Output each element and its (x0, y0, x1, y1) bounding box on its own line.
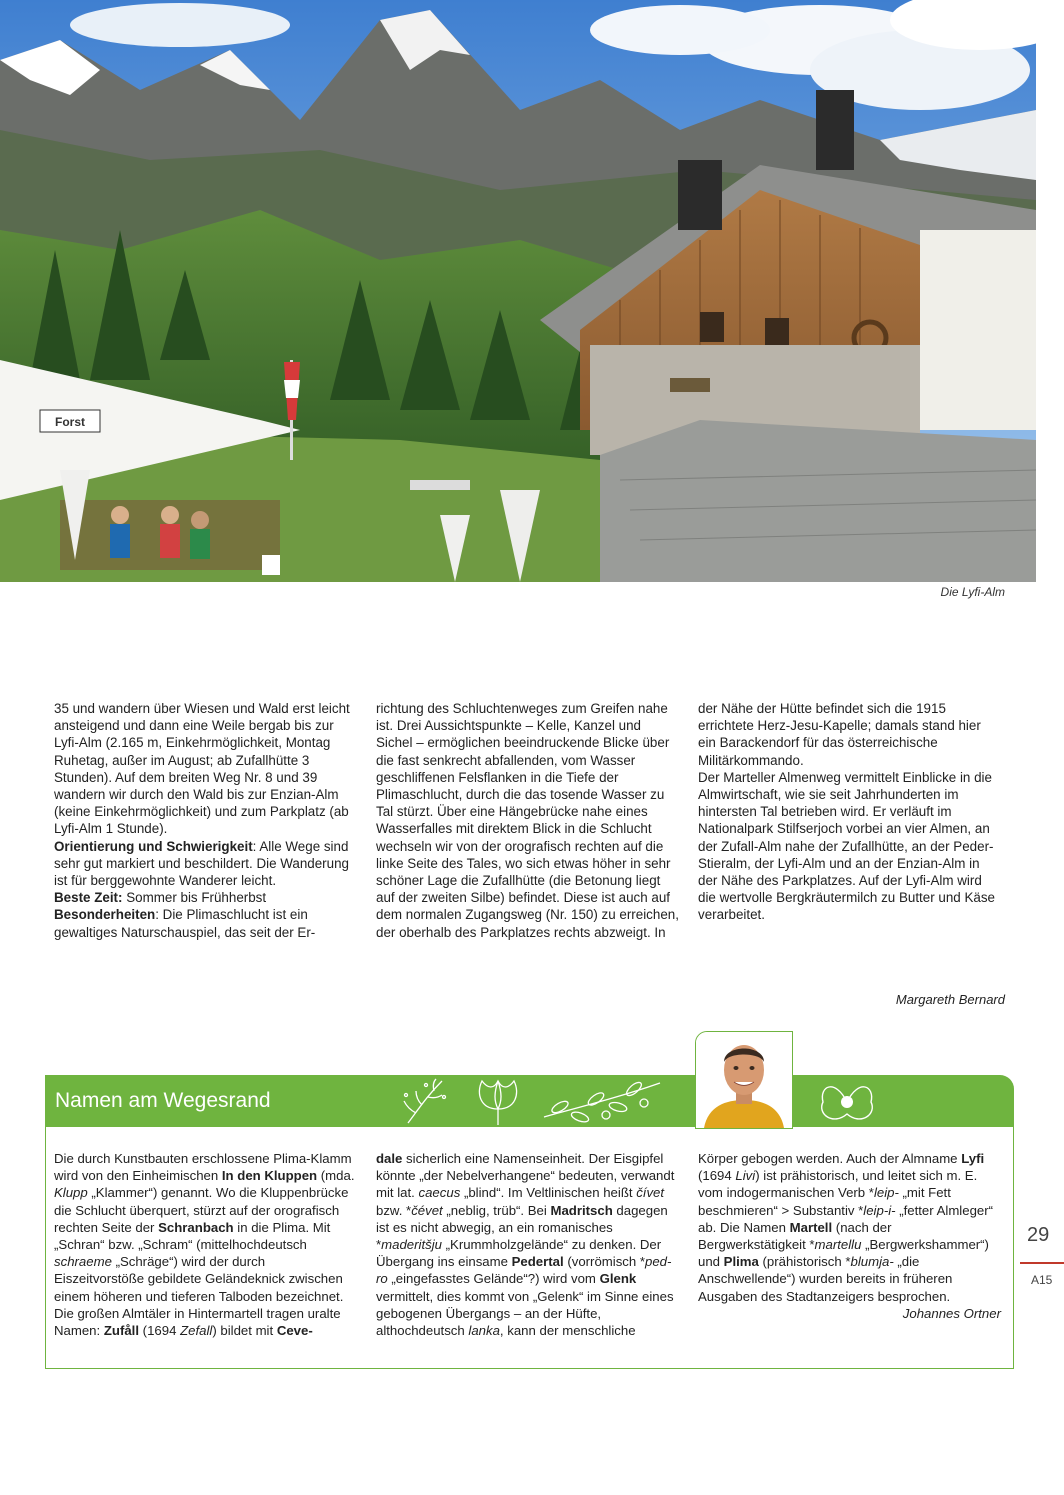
section-text: : Die Plimaschlucht ist ein gewaltiges Naturschauspiel, das seit der Er- (54, 907, 316, 940)
etymology-term: ped-ro (376, 1254, 672, 1287)
names-box-text (376, 1150, 679, 1339)
article-paragraph (54, 889, 357, 906)
etymology-term: maderitšju (381, 1237, 442, 1253)
etymology-term: schraeme (54, 1254, 112, 1270)
highlighted-name: Madritsch (550, 1202, 613, 1218)
olive-branch-icon (540, 1077, 664, 1127)
text-run: „eingefasstes Gelände“?) wird vom (387, 1271, 600, 1287)
etymology-term: martellu (814, 1237, 862, 1253)
names-box-text (698, 1150, 1001, 1305)
highlighted-name: Martell (789, 1219, 833, 1235)
names-box-column-3 (698, 1150, 1001, 1322)
names-box-text (54, 1150, 357, 1339)
author-portrait (695, 1031, 793, 1129)
text-run: ) ist prähistorisch, und leitet sich m. E. vom indogermanischen Verb * (698, 1168, 978, 1201)
text-run: (1694 (698, 1168, 736, 1184)
etymology-term: blumja- (850, 1254, 894, 1270)
text-run: „Schräge“) wird der durch Eiszeitvorstöße gebildete Geländeknick zwischen einem höheren und tieferen Talboden bezeichnet. Die großen Almtäler in Hintermartell tragen uralte Namen: (54, 1254, 344, 1339)
highlighted-name: Plima (723, 1254, 759, 1270)
hero-photo (0, 0, 1036, 582)
page-divider (1020, 1262, 1064, 1264)
leaf-sprig-icon (398, 1077, 454, 1127)
text-run: „blind“. Im Veltlinischen heißt (460, 1185, 637, 1201)
article-author: Margareth Bernard (895, 992, 1005, 1007)
umbrella-logo-text: Forst (55, 415, 85, 429)
text-run: Die durch Kunstbauten erschlossene Plima-Klamm wird von den Einheimischen (54, 1151, 352, 1184)
highlighted-name: In den Kluppen (221, 1168, 318, 1184)
etymology-term: lanka (468, 1323, 500, 1339)
highlighted-name: Schranbach (158, 1219, 234, 1235)
highlighted-name: Zufåll (103, 1323, 140, 1339)
highlighted-name: Lyfi (961, 1151, 985, 1166)
text-run: „neblig, trüb“. Bei (442, 1202, 551, 1218)
names-box-title: Namen am Wegesrand (55, 1089, 271, 1112)
etymology-term: caecus (418, 1185, 461, 1201)
section-label: Beste Zeit: (54, 890, 123, 906)
highlighted-name: Ceve- (276, 1323, 313, 1339)
etymology-term: Klupp (54, 1185, 88, 1201)
article-paragraph: 35 und wandern über Wiesen und Wald erst leicht ansteigend und dann eine Weile bergab bis zur Lyfi-Alm (2.165 m, Einkehrmöglichkeit, Montag Ruhetag, außer im August; ab Zufallhütte 3 Stunden). Auf dem breiten Weg Nr. 8 und 39 wandern wir durch den Wald bis zur Enzian-Alm (keine Einkehrmöglichkeit) und zum Parkplatz (ab Lyfi-Alm 1 Stunde). (54, 701, 350, 837)
text-run: „Bergwerkshammer“) und (698, 1237, 989, 1270)
etymology-term: leip-i- (863, 1202, 896, 1218)
text-run: ) bildet mit (212, 1323, 277, 1339)
text-run: „fetter Almleger“ ab. Die Namen (698, 1202, 994, 1235)
article-paragraph: richtung des Schluchtenweges zum Greifen nahe ist. Drei Aussichtspunkte – Kelle, Kanzel und Sichel – ermöglichen beeindruckende Blicke über die fast senkrecht abfallenden, vom Wasser geschliffenen Felsflanken in die Tiefe der Plimaschlucht, durch die das tosende Wasser zu Tal stürzt. Über eine Hängebrücke nahe eines Wasserfalles mit direktem Blick in die Schlucht wechseln wir von der orografisch rechten auf die linke Seite des Tales, wo sich etwas höher in sehr schöner Lage die Zufallhütte (die Betonung liegt auf der zweiten Silbe) befindet. Diese ist auch auf dem normalen Zugangsweg (Nr. 150) zu erreichen, der oberhalb des Parkplatzes rechts abzweigt. In (376, 701, 679, 940)
alpine-hut-illustration (0, 0, 1036, 582)
section-label: Orientierung und Schwierigkeit (54, 838, 253, 854)
text-run: Körper gebogen werden. Auch der Almname (698, 1151, 962, 1166)
highlighted-name: Glenk (599, 1271, 637, 1287)
names-box-author: Johannes Ortner (902, 1305, 1001, 1321)
article-paragraph (54, 906, 357, 940)
text-run: (nach der Bergwerkstätigkeit * (698, 1219, 892, 1253)
etymology-term: čévet (411, 1202, 443, 1218)
text-run: „Klammer“) genannt. Wo die Kluppenbrücke die Schlucht überquert, stürzt auf der orografisch rechten Seite der (54, 1185, 349, 1235)
etymology-term: čívet (636, 1185, 665, 1201)
text-run: bzw. * (376, 1202, 412, 1218)
text-run: sicherlich eine Namenseinheit. Der Eisgipfel könnte „der Nebelverhangene“ bedeuten, verwandt mit lat. (376, 1151, 675, 1201)
article-column-1 (54, 700, 357, 941)
highlighted-name: Pedertal (511, 1254, 564, 1270)
names-box-column-2 (376, 1150, 679, 1339)
text-run: „mit Fett beschmieren“ > Substantiv * (698, 1185, 951, 1218)
text-run: „die Anschwellende“) wurden bereits in früheren Ausgaben des Stadtanzeigers besprochen. (698, 1254, 953, 1304)
poppy-flower-icon (815, 1074, 879, 1128)
section-text: Sommer bis Frühherbst (122, 890, 267, 906)
text-run: , kann der menschliche (499, 1323, 636, 1339)
tulip-flower-icon (470, 1075, 526, 1127)
portrait-illustration (696, 1032, 792, 1128)
names-box-column-1 (54, 1150, 357, 1339)
page-number: 29 (1027, 1224, 1050, 1246)
section-label: Besonderheiten (54, 907, 156, 923)
text-run: in die Plima. Mit „Schran“ bzw. „Schram“ (mittelhochdeutsch (54, 1219, 331, 1253)
issue-label: A15 (1031, 1273, 1053, 1287)
article-column-2 (376, 700, 679, 941)
text-run: (vorrömisch * (563, 1254, 646, 1270)
text-run: dagegen ist es nicht abwegig, an ein romanisches * (376, 1202, 668, 1253)
article-paragraph: der Nähe der Hütte befindet sich die 1915 errichtete Herz-Jesu-Kapelle; damals stand hier ein Barackendorf für das österreichische Militärkommando. (698, 701, 981, 768)
section-text: : Alle Wege sind sehr gut markiert und beschildert. Die Wanderung ist für berggewohnte Wanderer leicht. (54, 838, 349, 889)
etymology-term: Zefall (180, 1323, 213, 1339)
text-run: (1694 (139, 1323, 181, 1339)
article-column-3 (698, 700, 1001, 924)
text-run: vermittelt, dies kommt von „Gelenk“ im Sinne eines gebogenen Übergangs – an der Hüfte, althochdeutsch (376, 1288, 674, 1339)
article-paragraph (54, 838, 357, 890)
article-paragraph: Der Marteller Almenweg vermittelt Einblicke in die Almwirtschaft, wie sie seit Jahrhunderten im hintersten Tal betrieben wird. Er verläuft im Nationalpark Stilfserjoch vorbei an vier Almen, an der Zufall-Alm nahe der Zufallhütte, an der Peder-Stieralm, der Lyfi-Alm und an der Enzian-Alm in der Nähe des Parkplatzes. Auf der Lyfi-Alm wird die wertvolle Bergkräutermilch zu Butter und Käse verarbeitet. (698, 769, 995, 923)
etymology-term: Livi (735, 1168, 756, 1184)
text-run: „Krummholzgelände“ zu denken. Der Übergang ins einsame (376, 1237, 662, 1270)
highlighted-name: dale (376, 1151, 403, 1166)
etymology-term: leip- (873, 1185, 899, 1201)
text-run: (prähistorisch * (758, 1254, 851, 1270)
photo-caption: Die Lyfi-Alm (940, 585, 1005, 599)
text-run: (mda. (317, 1168, 355, 1184)
